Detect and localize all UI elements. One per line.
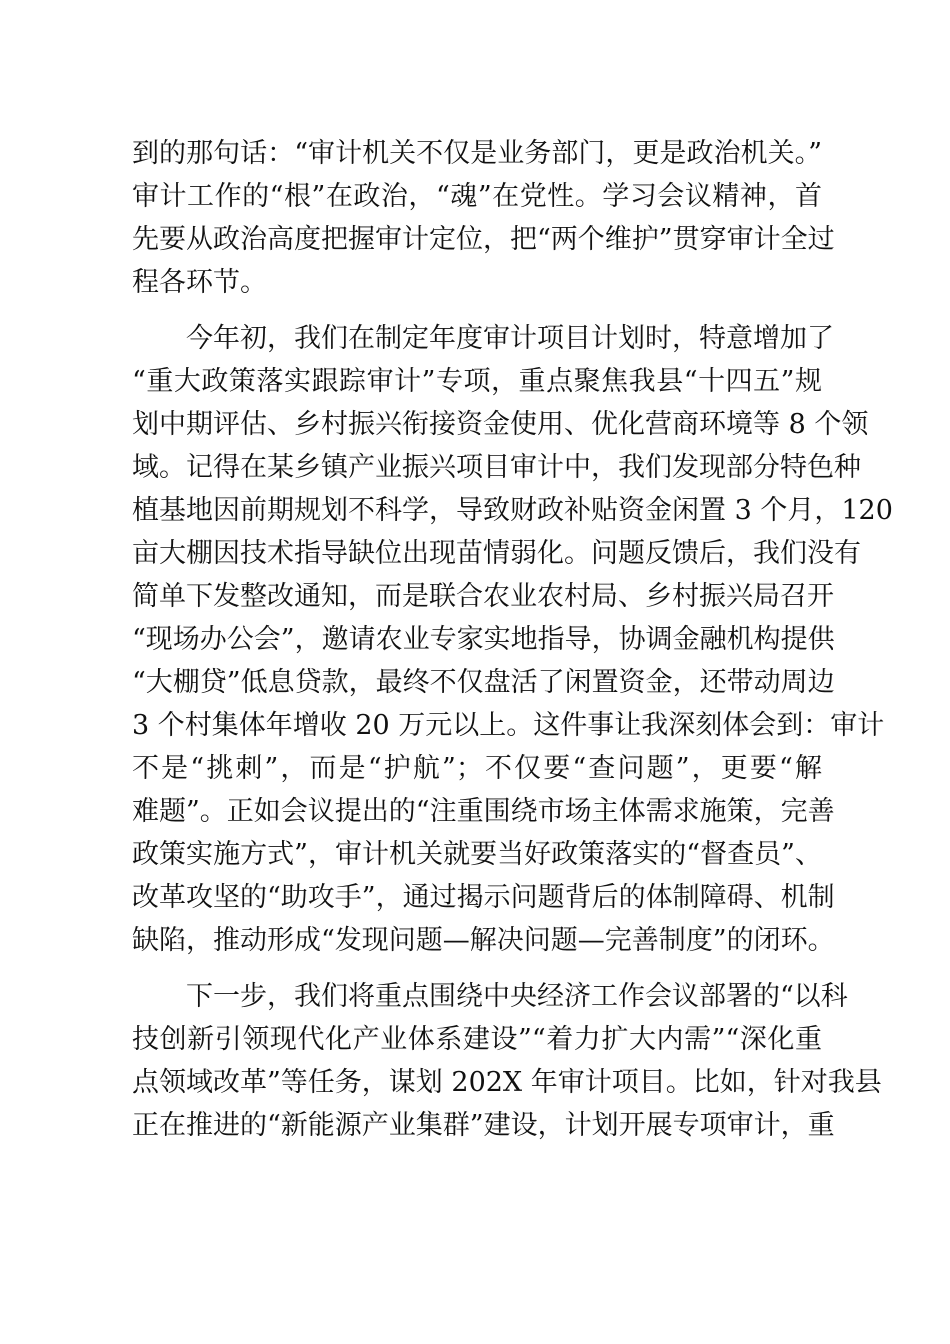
text-line: 下一步，我们将重点围绕中央经济工作会议部署的“以科	[132, 981, 848, 1012]
text-line: 先要从政治高度把握审计定位，把“两个维护”贯穿审计全过	[132, 224, 835, 255]
text-line: 域。记得在某乡镇产业振兴项目审计中，我们发现部分特色种	[132, 452, 861, 483]
text-line: 植基地因前期规划不科学，导致财政补贴资金闲置 3 个月，120	[132, 495, 893, 526]
text-line: 改革攻坚的“助攻手”，通过揭示问题背后的体制障碍、机制	[132, 882, 835, 913]
text-line: 点领域改革”等任务，谋划 202X 年审计项目。比如，针对我县	[132, 1067, 882, 1098]
text-line: 亩大棚因技术指导缺位出现苗情弱化。问题反馈后，我们没有	[132, 538, 861, 569]
text-line: 3 个村集体年增收 20 万元以上。这件事让我深刻体会到：审计	[132, 710, 885, 741]
text-line: 正在推进的“新能源产业集群”建设，计划开展专项审计，重	[132, 1110, 835, 1141]
text-line: “大棚贷”低息贷款，最终不仅盘活了闲置资金，还带动周边	[132, 667, 835, 698]
text-line: 程各环节。	[132, 267, 267, 298]
text-line: 简单下发整改通知，而是联合农业农村局、乡村振兴局召开	[132, 581, 834, 612]
text-line: 难题”。正如会议提出的“注重围绕市场主体需求施策，完善	[132, 796, 835, 827]
text-line: 到的那句话：“审计机关不仅是业务部门，更是政治机关。”	[132, 138, 822, 169]
text-line: “重大政策落实跟踪审计”专项，重点聚焦我县“十四五”规	[132, 366, 822, 397]
text-line: 今年初，我们在制定年度审计项目计划时，特意增加了	[132, 323, 834, 354]
text-line: 不是“挑刺”，而是“护航”；不仅要“查问题”，更要“解	[132, 753, 822, 784]
text-line: 技创新引领现代化产业体系建设”“着力扩大内需”“深化重	[132, 1024, 822, 1055]
text-line: 划中期评估、乡村振兴衔接资金使用、优化营商环境等 8 个领	[132, 409, 869, 440]
text-line: “现场办公会”，邀请农业专家实地指导，协调金融机构提供	[132, 624, 835, 655]
text-line: 缺陷，推动形成“发现问题—解决问题—完善制度”的闭环。	[132, 925, 835, 956]
text-line: 政策实施方式”，审计机关就要当好政策落实的“督查员”、	[132, 839, 822, 870]
text-line: 审计工作的“根”在政治，“魂”在党性。学习会议精神，首	[132, 181, 822, 212]
